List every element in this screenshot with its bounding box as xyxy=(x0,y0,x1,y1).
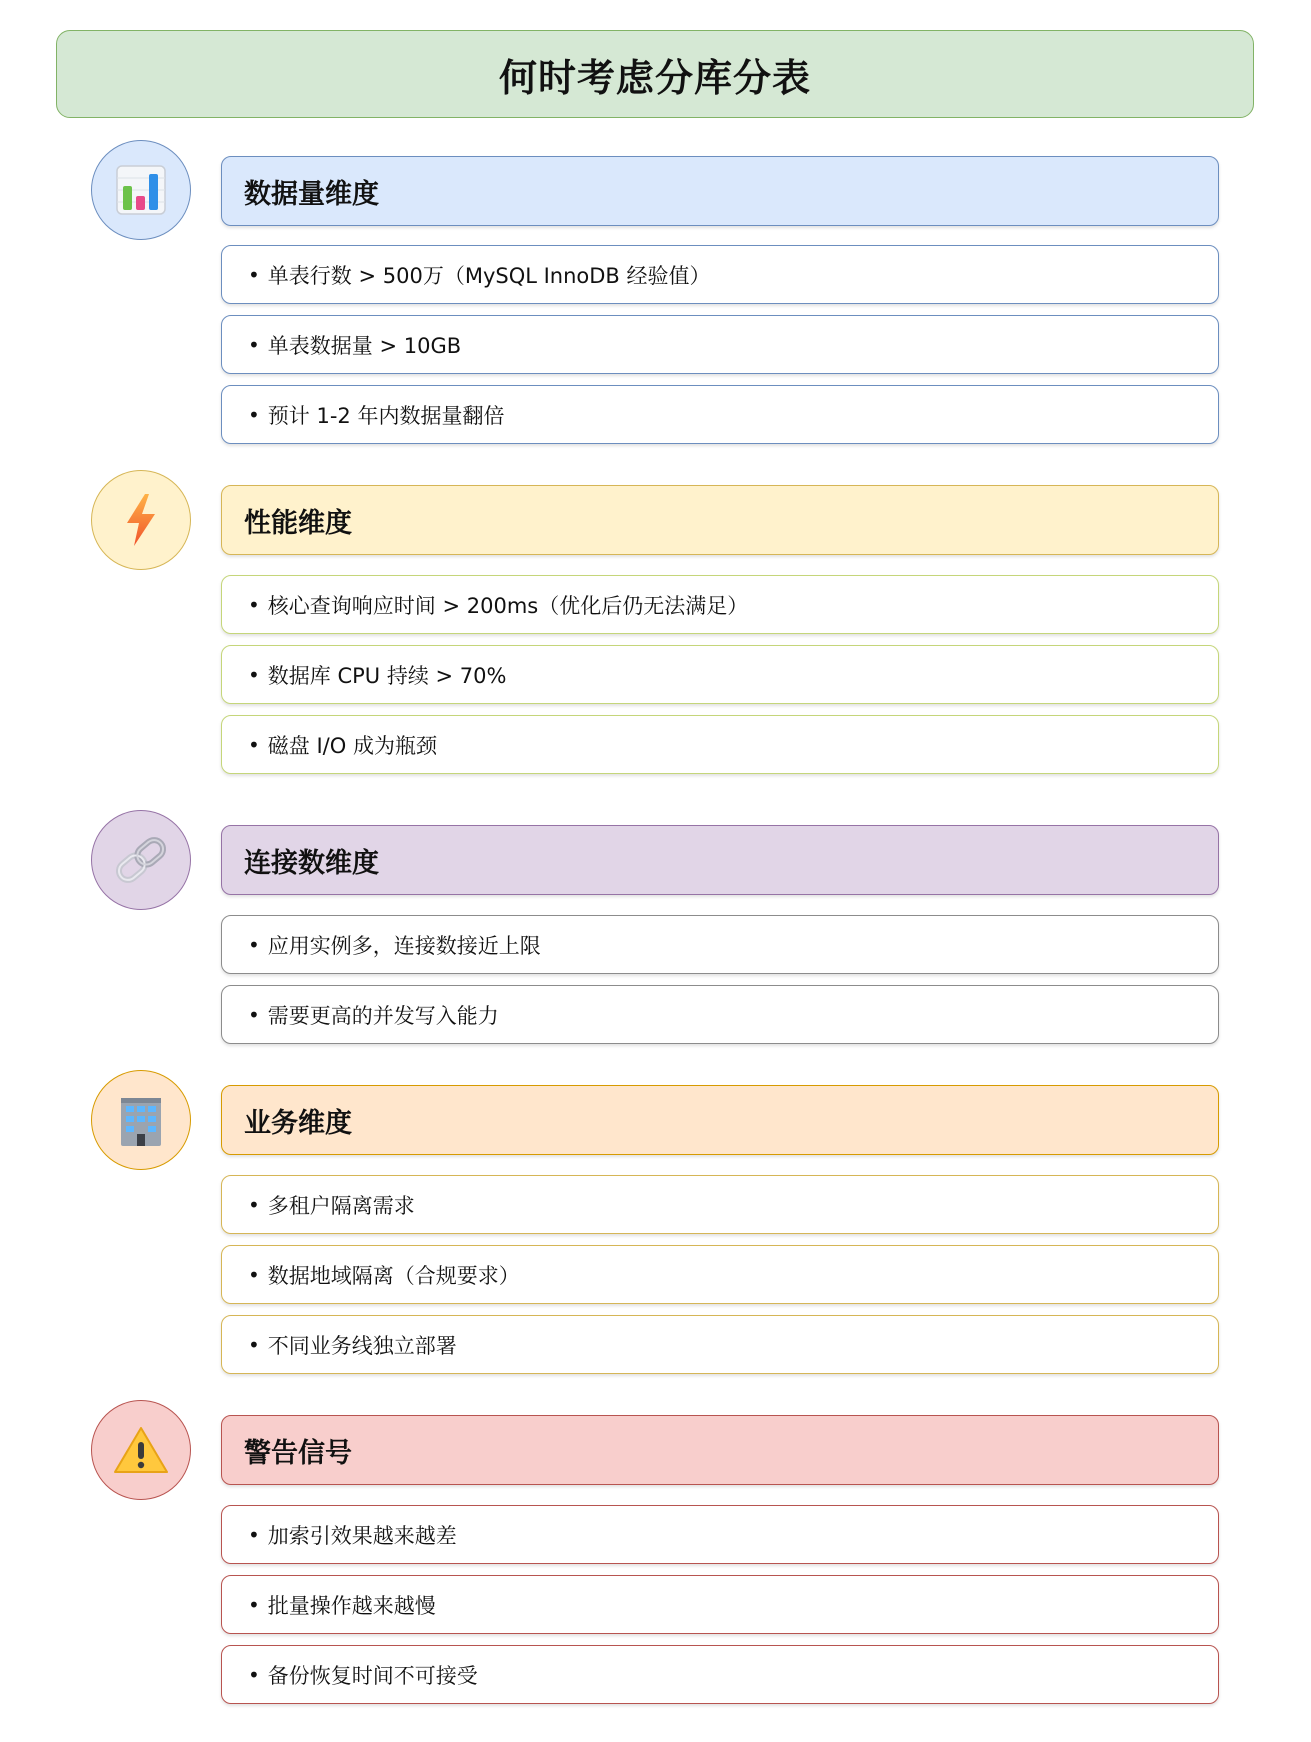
bullet: • xyxy=(248,1192,260,1217)
list-item-text: 不同业务线独立部署 xyxy=(267,1333,457,1358)
list-item-text: 数据地域隔离（合规要求） xyxy=(267,1263,520,1288)
list-item xyxy=(221,245,1219,304)
list-item xyxy=(221,645,1219,704)
section-header xyxy=(221,485,1219,555)
section-header-label: 业务维度 xyxy=(244,1107,352,1139)
bullet: • xyxy=(248,732,260,757)
list-item-text: 备份恢复时间不可接受 xyxy=(267,1663,478,1688)
bullet: • xyxy=(248,662,260,687)
list-item-text: 单表数据量 > 10GB xyxy=(267,333,462,358)
section-header xyxy=(221,1085,1219,1155)
list-item-text: 加索引效果越来越差 xyxy=(267,1523,457,1548)
list-item xyxy=(221,985,1219,1044)
bullet: • xyxy=(248,1592,260,1617)
list-item xyxy=(221,915,1219,974)
list-item-text: 应用实例多，连接数接近上限 xyxy=(267,933,541,958)
list-item xyxy=(221,385,1219,444)
list-item-text: 单表行数 > 500万（MySQL InnoDB 经验值） xyxy=(267,263,711,288)
list-item xyxy=(221,1245,1219,1304)
list-item xyxy=(221,1505,1219,1564)
office-building-icon xyxy=(91,1070,191,1170)
section-header-label: 连接数维度 xyxy=(244,847,379,879)
lightning-icon xyxy=(91,470,191,570)
warning-icon xyxy=(91,1400,191,1500)
list-item xyxy=(221,715,1219,774)
bullet: • xyxy=(248,592,260,617)
section-header xyxy=(221,825,1219,895)
section-header xyxy=(221,1415,1219,1485)
list-item-text: 批量操作越来越慢 xyxy=(267,1593,436,1618)
bullet: • xyxy=(248,262,260,287)
section-header xyxy=(221,156,1219,226)
list-item xyxy=(221,1315,1219,1374)
bullet: • xyxy=(248,932,260,957)
link-icon xyxy=(91,810,191,910)
bullet: • xyxy=(248,1662,260,1687)
bar-chart-icon xyxy=(91,140,191,240)
list-item xyxy=(221,1645,1219,1704)
list-item-text: 数据库 CPU 持续 > 70% xyxy=(267,663,507,688)
list-item-text: 多租户隔离需求 xyxy=(267,1193,415,1218)
bullet: • xyxy=(248,332,260,357)
list-item-text: 预计 1-2 年内数据量翻倍 xyxy=(267,403,505,428)
section-header-label: 警告信号 xyxy=(244,1437,352,1469)
section-header-label: 数据量维度 xyxy=(244,178,379,210)
title-banner xyxy=(56,30,1254,118)
bullet: • xyxy=(248,1262,260,1287)
list-item-text: 核心查询响应时间 > 200ms（优化后仍无法满足） xyxy=(267,593,749,618)
list-item xyxy=(221,1175,1219,1234)
list-item-text: 需要更高的并发写入能力 xyxy=(267,1003,499,1028)
bullet: • xyxy=(248,402,260,427)
bullet: • xyxy=(248,1002,260,1027)
page-title: 何时考虑分库分表 xyxy=(498,55,811,100)
list-item-text: 磁盘 I/O 成为瓶颈 xyxy=(267,733,437,758)
list-item xyxy=(221,575,1219,634)
bullet: • xyxy=(248,1522,260,1547)
list-item xyxy=(221,1575,1219,1634)
list-item xyxy=(221,315,1219,374)
bullet: • xyxy=(248,1332,260,1357)
section-header-label: 性能维度 xyxy=(244,507,352,539)
